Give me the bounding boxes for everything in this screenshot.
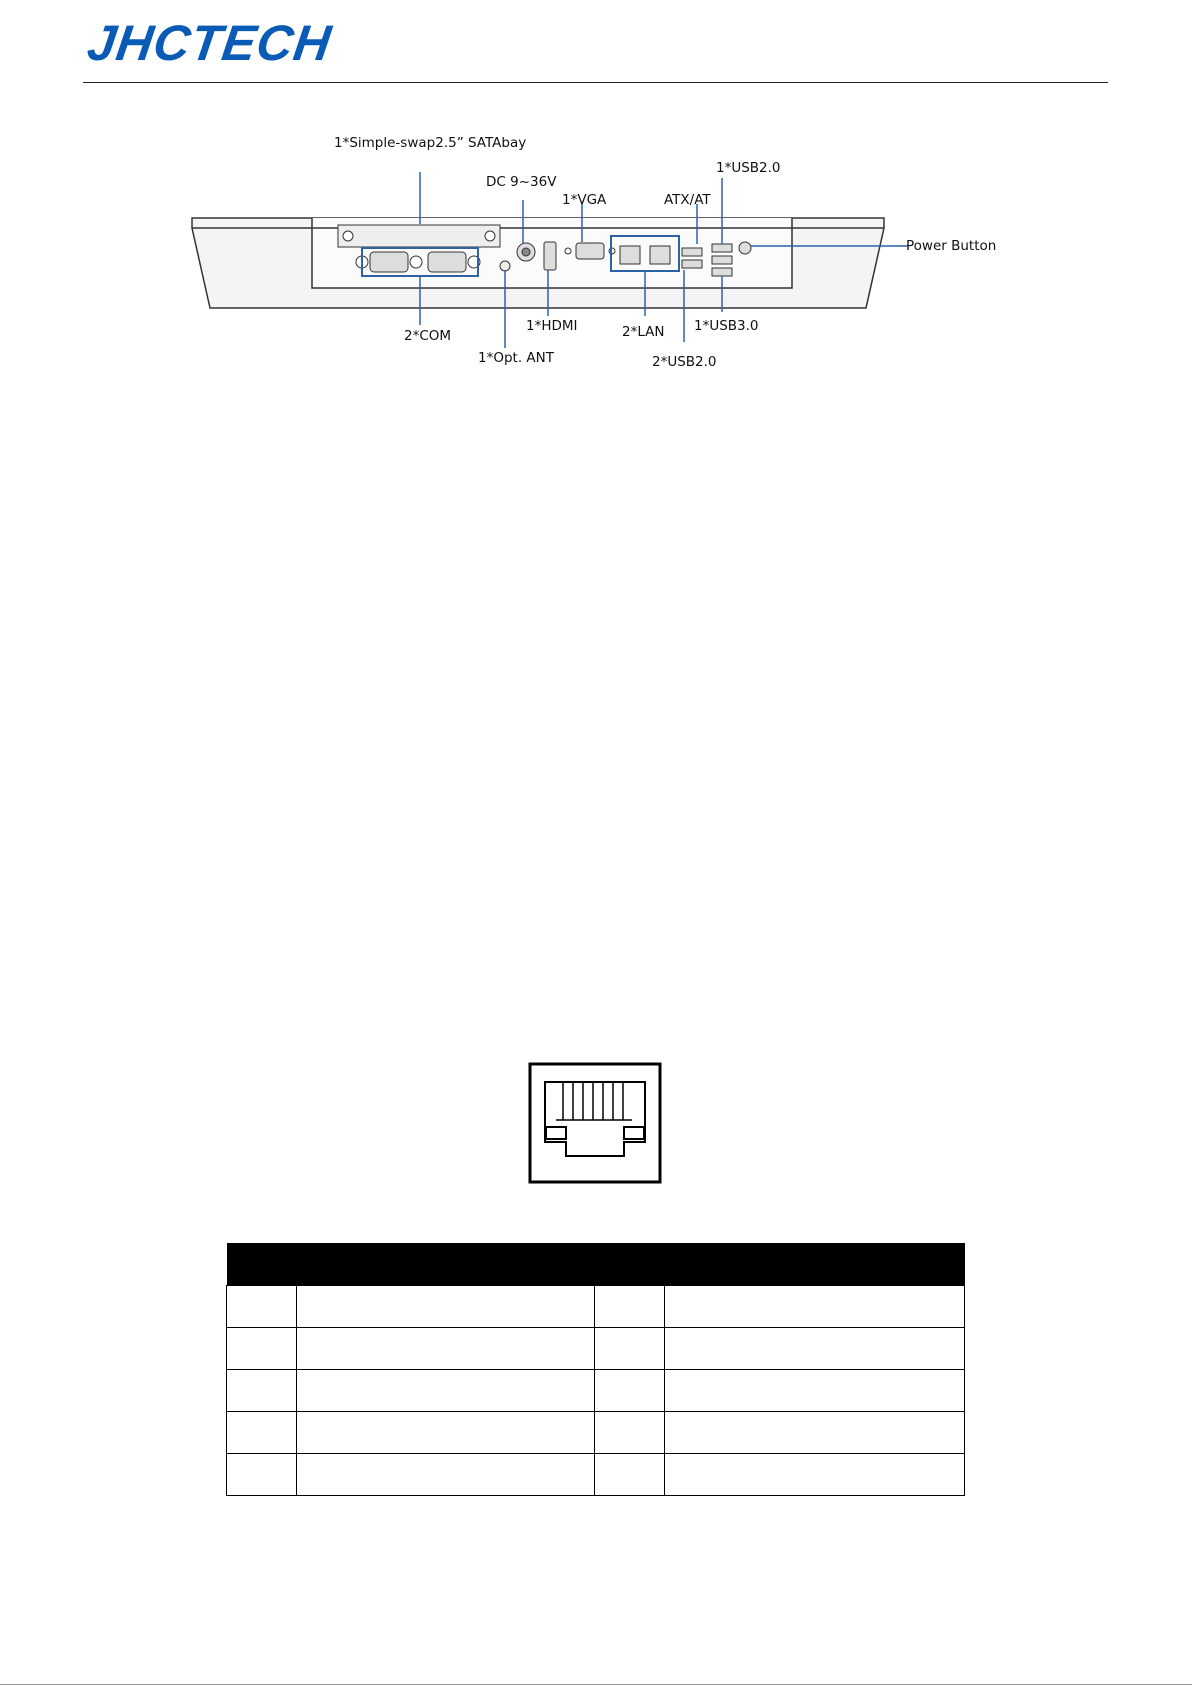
- table-cell: [227, 1286, 297, 1328]
- table-header-cell: [297, 1243, 595, 1286]
- table-cell: [227, 1454, 297, 1496]
- callout-power-button: Power Button: [906, 238, 997, 254]
- callout-vga: 1*VGA: [562, 192, 607, 208]
- callout-dc-input: DC 9~36V: [486, 174, 557, 190]
- hdd-bay: [338, 225, 500, 247]
- rear-panel-illustration: [0, 120, 1192, 380]
- callout-usb3: 1*USB3.0: [694, 318, 759, 334]
- table-row: [227, 1286, 965, 1328]
- callout-com: 2*COM: [404, 328, 452, 344]
- table-row: [227, 1370, 965, 1412]
- table-cell: [297, 1454, 595, 1496]
- rj45-connector-figure: [0, 1060, 1192, 1190]
- vga-port: [576, 243, 604, 259]
- table-cell: [595, 1454, 665, 1496]
- table-row: [227, 1454, 965, 1496]
- callout-usb2-bottom: 2*USB2.0: [652, 354, 717, 370]
- callout-lan: 2*LAN: [622, 324, 665, 340]
- callout-antenna: 1*Opt. ANT: [478, 350, 554, 366]
- table-cell: [227, 1412, 297, 1454]
- table-header-cell: [227, 1243, 297, 1286]
- power-button-illustration: [739, 242, 751, 254]
- callout-atx-at: ATX/AT: [664, 192, 711, 208]
- table-header-cell: [595, 1243, 665, 1286]
- page-header: [0, 0, 1192, 90]
- table-cell: [227, 1328, 297, 1370]
- hdmi-port: [544, 242, 556, 270]
- header-divider: [83, 82, 1108, 83]
- jhctech-logo: JHCTECH: [84, 15, 336, 71]
- rear-io-diagram: [0, 120, 1192, 380]
- rj45-illustration: [0, 1060, 1192, 1190]
- callout-usb2-top: 1*USB2.0: [716, 160, 781, 176]
- table-cell: [665, 1286, 965, 1328]
- table-cell: [297, 1328, 595, 1370]
- table-cell: [297, 1370, 595, 1412]
- table-row: [227, 1412, 965, 1454]
- callout-hdmi: 1*HDMI: [526, 318, 578, 334]
- table-cell: [665, 1454, 965, 1496]
- table-header-cell: [665, 1243, 965, 1286]
- table-cell: [665, 1412, 965, 1454]
- table-header-row: [227, 1243, 965, 1286]
- table-cell: [595, 1412, 665, 1454]
- table-row: [227, 1328, 965, 1370]
- table-cell: [665, 1370, 965, 1412]
- table-cell: [595, 1328, 665, 1370]
- table-cell: [227, 1370, 297, 1412]
- table-cell: [665, 1328, 965, 1370]
- table-cell: [297, 1286, 595, 1328]
- antenna-port: [500, 261, 510, 271]
- table-cell: [595, 1286, 665, 1328]
- chassis-outline: [192, 218, 884, 308]
- table-cell: [595, 1370, 665, 1412]
- table-cell: [297, 1412, 595, 1454]
- callout-sata-bay: 1*Simple-swap2.5” SATAbay: [334, 135, 527, 151]
- pin-definition-table: [226, 1243, 965, 1496]
